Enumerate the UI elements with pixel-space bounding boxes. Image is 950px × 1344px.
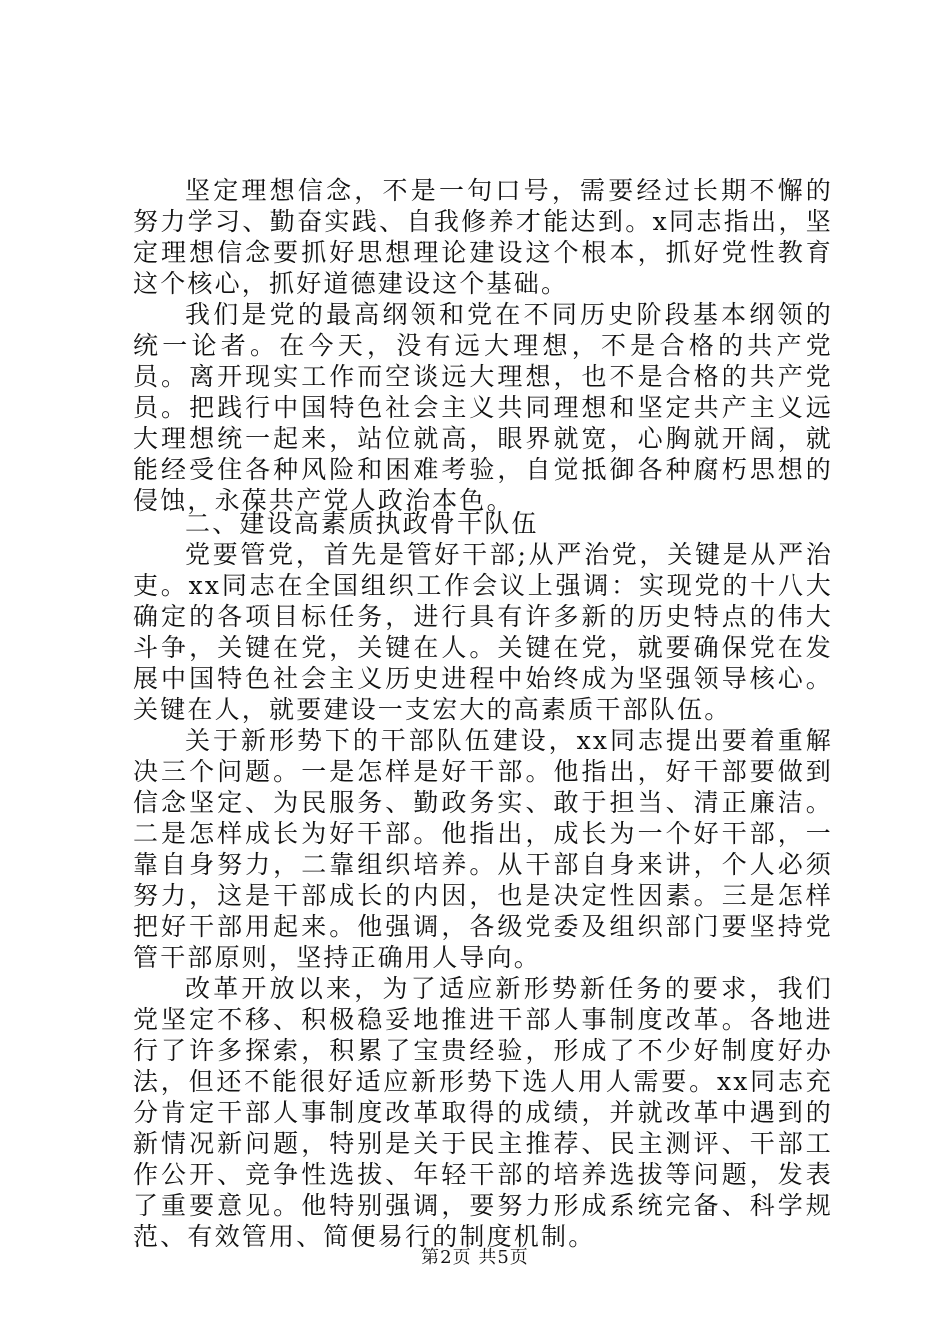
paragraph-reform: 改革开放以来，为了适应新形势新任务的要求，我们党坚定不移、积极稳妥地推进干部人事制度改革。各地进行了许多探索，积累了宝贵经验，形成了不少好制度好办法，但还不能很好适应新形势下选人用人需要。xx同志充分肯定干部人事制度改革取得的成绩，并就改革中遇到的新情况新问题，特别是关于民主推荐、民主测评、干部工作公开、竞争性选拔、年轻干部的培养选拔等问题，发表了重要意见。他特别强调，要努力形成系统完备、科学规范、有效管用、简便易行的制度机制。	[133, 974, 833, 1251]
page-number-footer: 第2页 共5页	[421, 1247, 529, 1268]
paragraph-three-questions: 关于新形势下的干部队伍建设，xx同志提出要着重解决三个问题。一是怎样是好干部。他指出，好干部要做到信念坚定、为民服务、勤政务实、敢于担当、清正廉洁。二是怎样成长为好干部。他指出，成长为一个好干部，一靠自身努力，二靠组织培养。从干部自身来讲，个人必须努力，这是干部成长的内因，也是决定性因素。三是怎样把好干部用起来。他强调，各级党委及组织部门要坚持党管干部原则，坚持正确用人导向。	[133, 726, 833, 972]
section-2-body	[133, 508, 833, 1252]
section-1-body	[133, 175, 833, 516]
paragraph-party-program: 我们是党的最高纲领和党在不同历史阶段基本纲领的统一论者。在今天，没有远大理想，不是合格的共产党员。离开现实工作而空谈远大理想，也不是合格的共产党员。把践行中国特色社会主义共同理想和坚定共产主义远大理想统一起来，站位就高，眼界就宽，心胸就开阔，就能经受住各种风险和困难考验，自觉抵御各种腐朽思想的侵蚀，永葆共产党人政治本色。	[133, 300, 833, 515]
paragraph-ideals-belief: 坚定理想信念，不是一句口号，需要经过长期不懈的努力学习、勤奋实践、自我修养才能达到。x同志指出，坚定理想信念要抓好思想理论建设这个根本，抓好党性教育这个核心，抓好道德建设这个基础。	[133, 176, 833, 298]
section-heading: 二、建设高素质执政骨干队伍	[185, 509, 539, 538]
paragraph-manage-cadres: 党要管党，首先是管好干部;从严治党，关键是从严治吏。xx同志在全国组织工作会议上强调：实现党的十八大确定的各项目标任务，进行具有许多新的历史特点的伟大斗争，关键在党，关键在人。关键在党，就要确保党在发展中国特色社会主义历史进程中始终成为坚强领导核心。关键在人，就要建设一支宏大的高素质干部队伍。	[133, 540, 833, 724]
